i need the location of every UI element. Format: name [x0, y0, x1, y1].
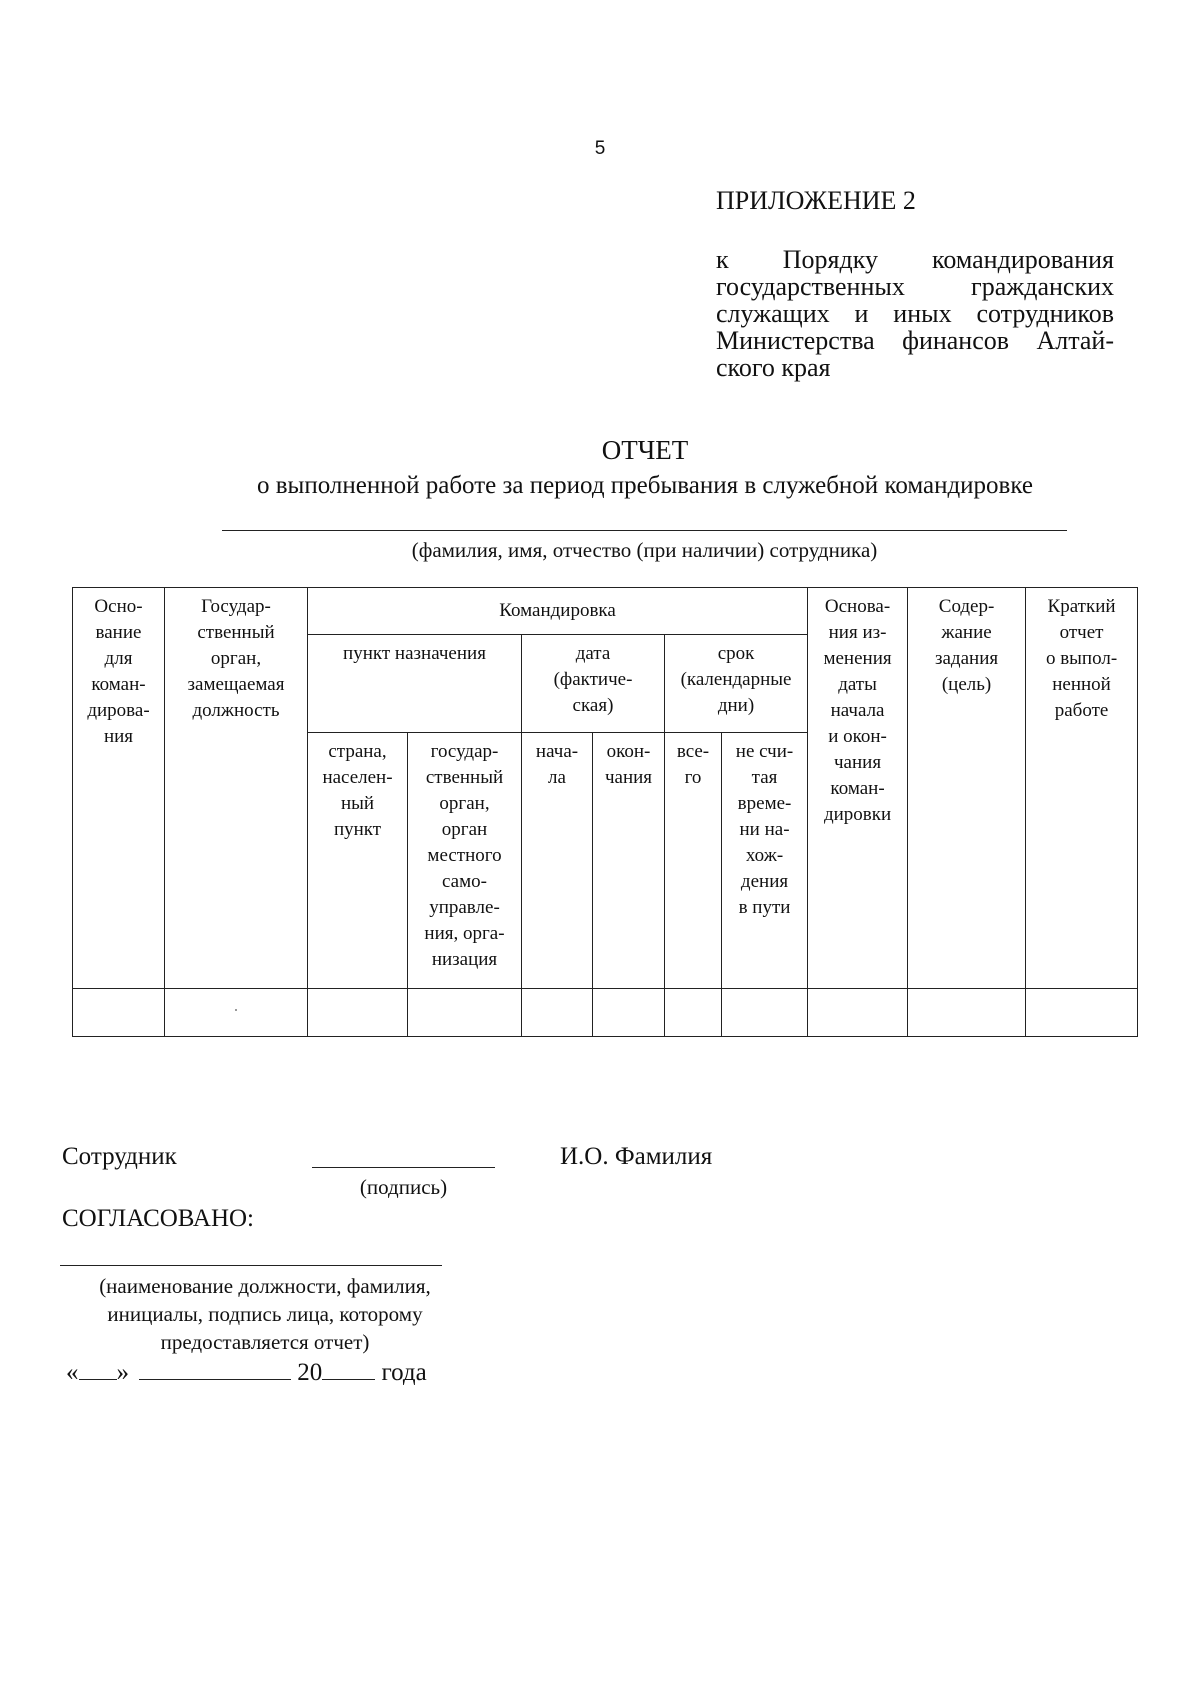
table-cell[interactable] — [165, 989, 308, 1037]
table-cell[interactable] — [808, 989, 908, 1037]
header-country-locality: страна, населен- ный пункт — [308, 733, 408, 989]
quote-close: » — [116, 1359, 129, 1386]
year-blank[interactable] — [322, 1357, 375, 1380]
approver-blank-line[interactable] — [60, 1265, 442, 1266]
table-cell[interactable] — [408, 989, 522, 1037]
table-cell[interactable] — [665, 989, 722, 1037]
report-table — [72, 587, 1138, 1037]
date-row — [66, 1357, 427, 1387]
appendix-line: к Порядку командирования — [716, 245, 1114, 274]
signature-blank-line[interactable] — [312, 1167, 495, 1168]
header-change-basis: Основа- ния из- менения даты начала и окон- чания коман- дировки — [808, 588, 908, 989]
year-suffix: года — [381, 1359, 427, 1386]
header-trip: Командировка — [308, 588, 808, 635]
table-cell[interactable] — [593, 989, 665, 1037]
report-subtitle: о выполненной работе за период пребывания в служебной командировке — [256, 472, 1033, 499]
employee-name: И.О. Фамилия — [560, 1143, 713, 1170]
employee-label: Сотрудник — [62, 1143, 177, 1170]
header-term: срок (календарные дни) — [665, 635, 808, 733]
table-row — [73, 989, 1138, 1037]
quote-open: « — [66, 1359, 79, 1386]
header-term-excluding-travel: не счи- тая време- ни на- хож- дения в пути — [722, 733, 808, 989]
table-cell[interactable] — [308, 989, 408, 1037]
header-date: дата (фактиче- ская) — [522, 635, 665, 733]
table-cell[interactable] — [73, 989, 165, 1037]
header-destination: пункт назначения — [308, 635, 522, 733]
month-blank[interactable] — [139, 1357, 291, 1380]
header-organization: государ- ственный орган, орган местного само- управле- ния, орга- низация — [408, 733, 522, 989]
approver-caption: (наименование должности, фамилия, инициалы, подпись лица, которому предоставляется отчет) — [99, 1274, 431, 1354]
header-basis: Осно- вание для коман- дирова- ния — [73, 588, 165, 989]
day-blank[interactable] — [79, 1357, 117, 1380]
header-date-start: нача- ла — [522, 733, 593, 989]
appendix-description — [716, 246, 1114, 381]
header-agency-position: Государ- ственный орган, замещаемая должность — [165, 588, 308, 989]
appendix-line: служащих и иных сотрудников — [716, 299, 1114, 328]
page-number: 5 — [594, 138, 606, 159]
table-cell[interactable] — [1026, 989, 1138, 1037]
appendix-line: ского края — [716, 353, 831, 382]
appendix-title: ПРИЛОЖЕНИЕ 2 — [716, 186, 916, 215]
employee-name-caption: (фамилия, имя, отчество (при наличии) сотрудника) — [411, 538, 878, 562]
header-summary: Краткий отчет о выпол- ненной работе — [1026, 588, 1138, 989]
header-term-total: все- го — [665, 733, 722, 989]
appendix-line: Министерства финансов Алтай- — [716, 326, 1114, 355]
table-cell[interactable] — [522, 989, 593, 1037]
table-cell[interactable] — [722, 989, 808, 1037]
agreed-label: СОГЛАСОВАНО: — [62, 1205, 255, 1232]
header-task-content: Содер- жание задания (цель) — [908, 588, 1026, 989]
table-cell[interactable] — [908, 989, 1026, 1037]
appendix-line: государственных гражданских — [716, 272, 1114, 301]
year-prefix: 20 — [297, 1359, 323, 1386]
report-title: ОТЧЕТ — [601, 435, 689, 465]
employee-name-blank-line[interactable] — [222, 530, 1067, 531]
header-date-end: окон- чания — [593, 733, 665, 989]
signature-caption: (подпись) — [359, 1175, 448, 1199]
